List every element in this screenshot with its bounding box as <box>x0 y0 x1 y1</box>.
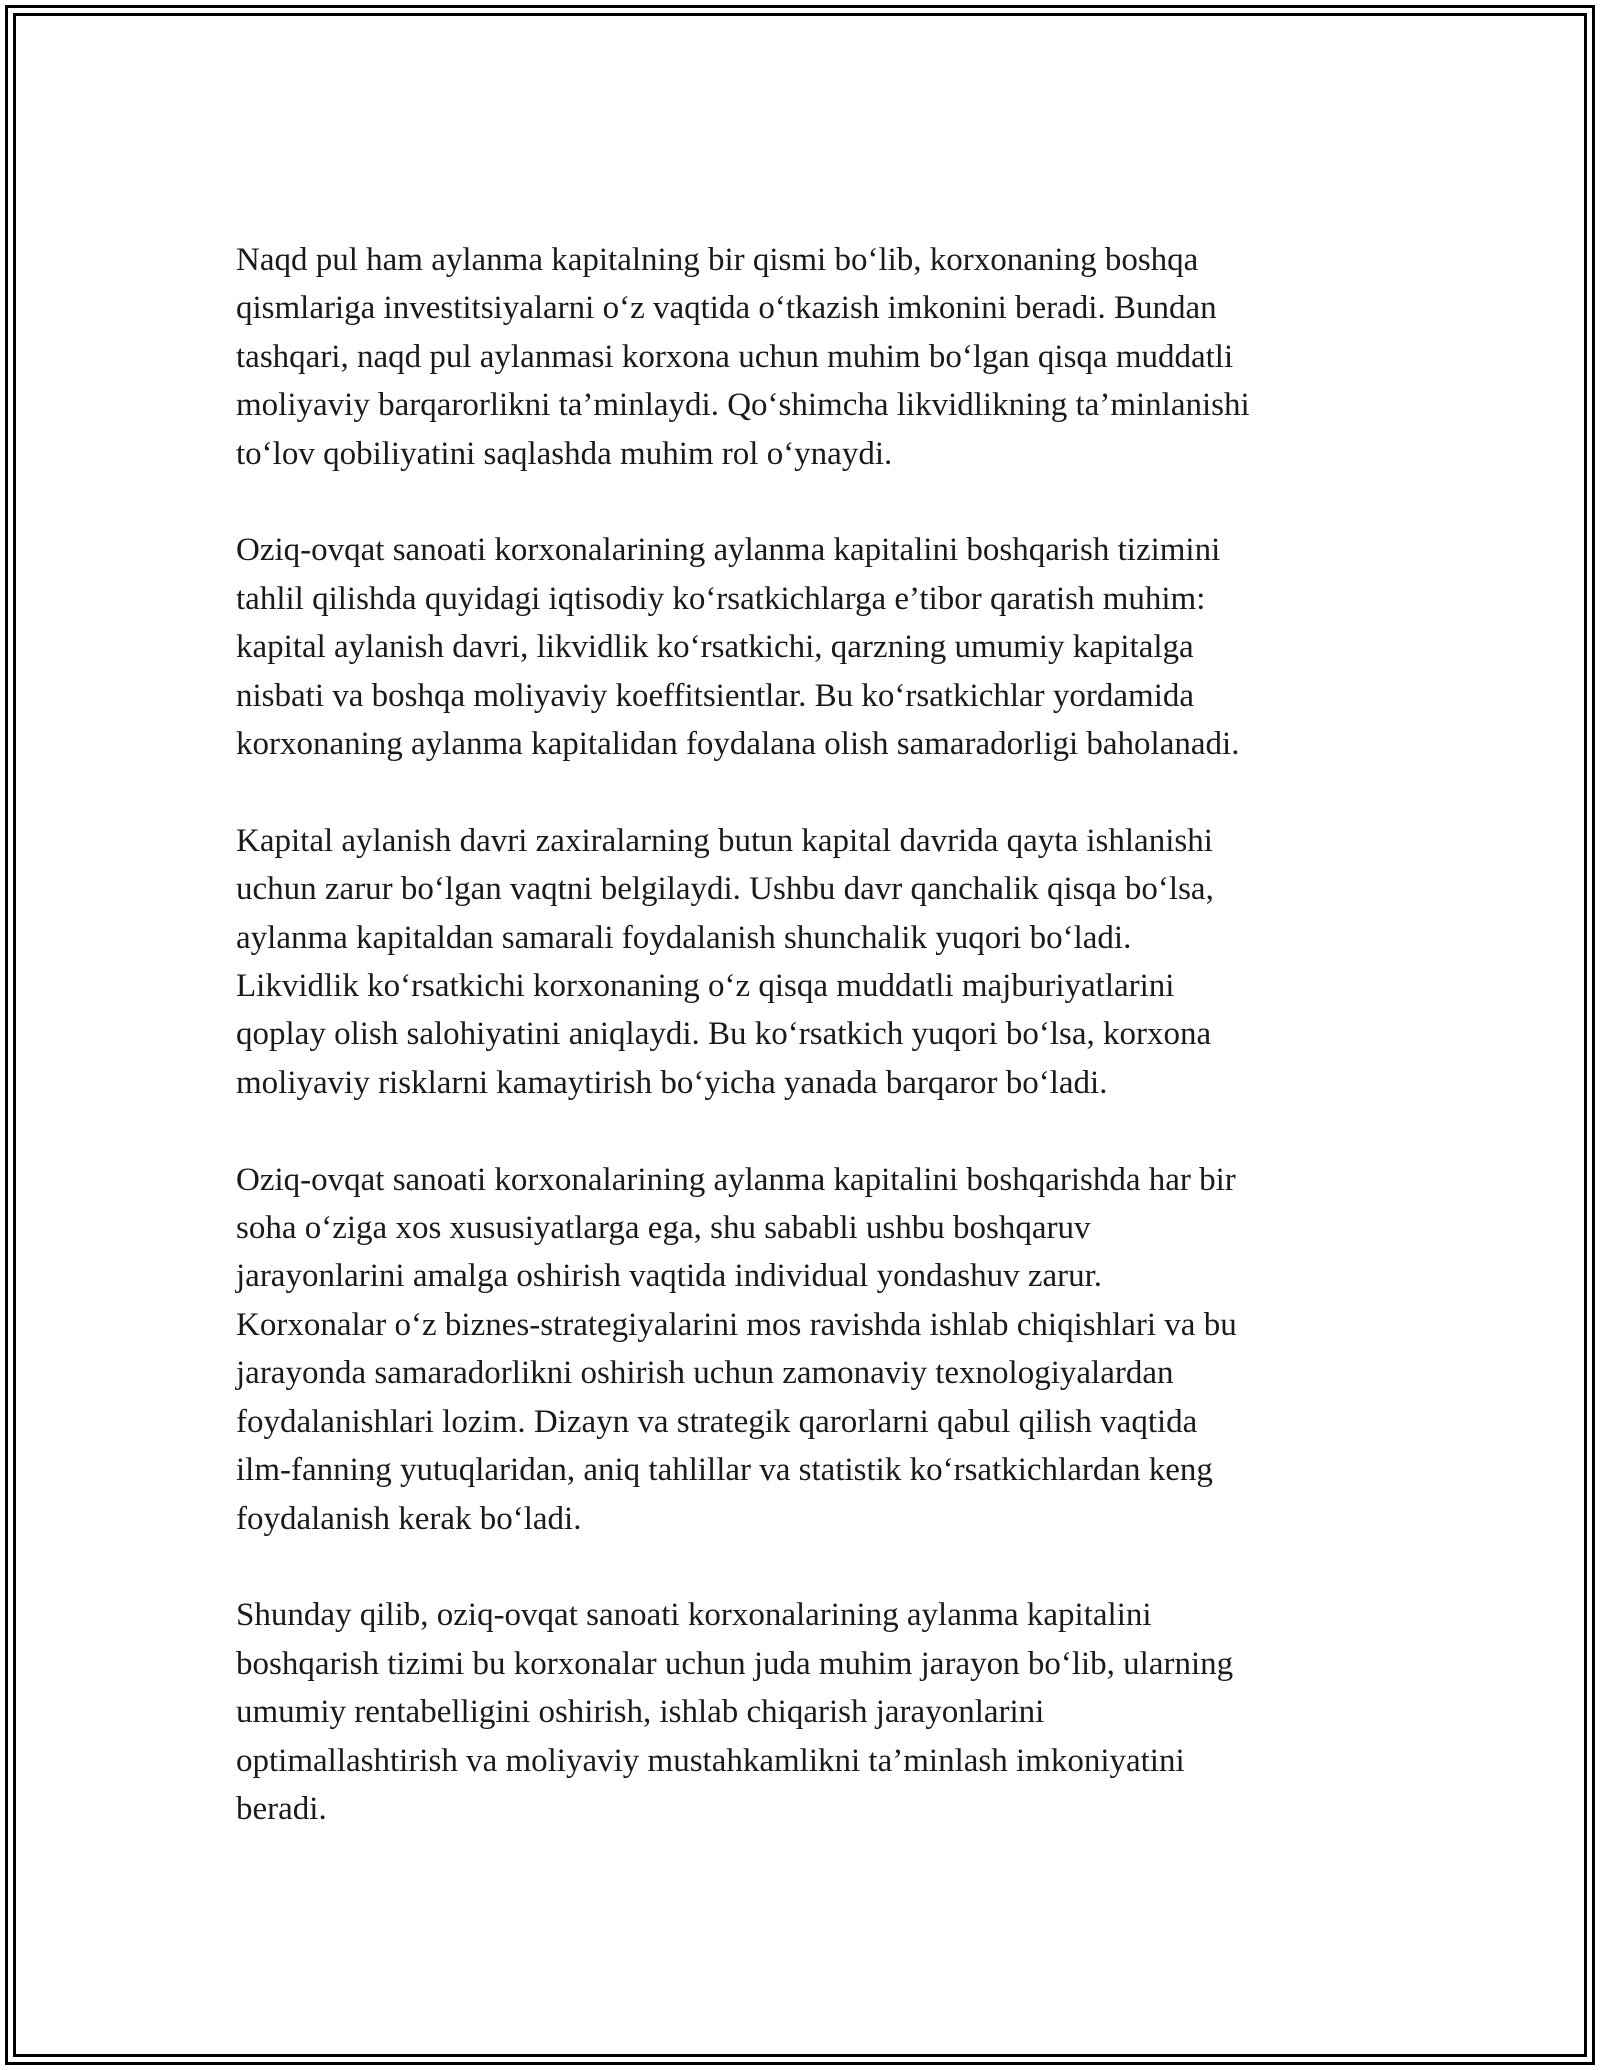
paragraph-cash-capital: Naqd pul ham aylanma kapitalning bir qismi bo‘lib, korxonaning boshqa qismlariga investitsiyalarni o‘z vaqtida o‘tkazish imkonini beradi. Bundan tashqari, naqd pul aylanmasi korxona uchun muhim bo‘lgan qisqa muddatli moliyaviy barqarorlikni ta’minlaydi. Qo‘shimcha likvidlikning ta’minlanishi to‘lov qobiliyatini saqlashda muhim rol o‘ynaydi. <box>236 242 1250 472</box>
paragraph-economic-indicators: Oziq-ovqat sanoati korxonalarining aylanma kapitalini boshqarish tizimini tahlil qilishda quyidagi iqtisodiy ko‘rsatkichlarga e’tibor qaratish muhim: kapital aylanish davri, likvidlik ko‘rsatkichi, qarzning umumiy kapitalga nisbati va boshqa moliyaviy koeffitsientlar. Bu ko‘rsatkichlar yordamida korxonaning aylanma kapitalidan foydalana olish samaradorligi baholanadi. <box>236 532 1240 763</box>
document-body <box>236 236 1376 1833</box>
paragraph-conclusion: Shunday qilib, oziq-ovqat sanoati korxonalarining aylanma kapitalini boshqarish tizimi bu korxonalar uchun juda muhim jarayon bo‘lib, ularning umumiy rentabelligini oshirish, ishlab chiqarish jarayonlarini optimallashtirish va moliyaviy mustahkamlikni ta’minlash imkoniyatini beradi. <box>236 1597 1234 1827</box>
paragraph-individual-approach: Oziq-ovqat sanoati korxonalarining aylanma kapitalini boshqarishda har bir soha o‘ziga xos xususiyatlarga ega, shu sababli ushbu boshqaruv jarayonlarini amalga oshirish vaqtida individual yondashuv zarur. Korxonalar o‘z biznes-strategiyalarini mos ravishda ishlab chiqishlari va bu jarayonda samaradorlikni oshirish uchun zamonaviy texnologiyalardan foydalanishlari lozim. Dizayn va strategik qarorlarni qabul qilish vaqtida ilm-fanning yutuqlaridan, aniq tahlillar va statistik ko‘rsatkichlardan keng foydalanish kerak bo‘ladi. <box>236 1161 1237 1537</box>
paragraph-turnover-liquidity: Kapital aylanish davri zaxiralarning butun kapital davrida qayta ishlanishi uchun zarur bo‘lgan vaqtni belgilaydi. Ushbu davr qanchalik qisqa bo‘lsa, aylanma kapitaldan samarali foydalanish shunchalik yuqori bo‘ladi. Likvidlik ko‘rsatkichi korxonaning o‘z qisqa muddatli majburiyatlarini qoplay olish salohiyatini aniqlaydi. Bu ko‘rsatkich yuqori bo‘lsa, korxona moliyaviy risklarni kamaytirish bo‘yicha yanada barqaror bo‘ladi. <box>236 822 1214 1101</box>
